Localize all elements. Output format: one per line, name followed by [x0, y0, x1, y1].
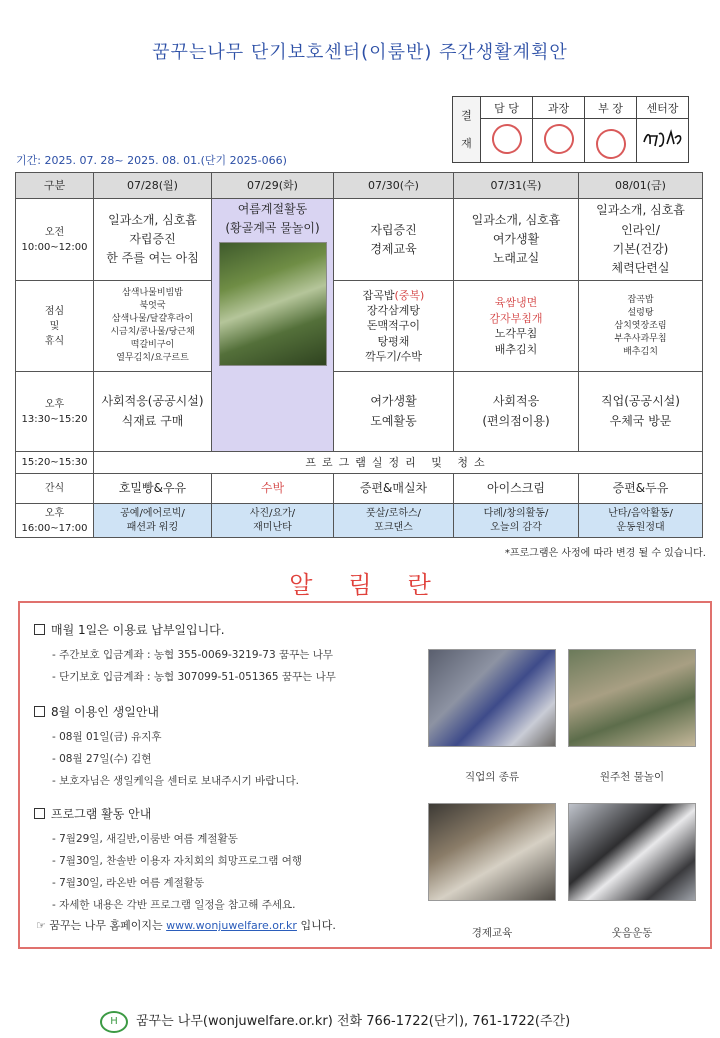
snack-item: 증편&매실차	[334, 474, 454, 504]
approval-header: 부 장	[585, 97, 637, 119]
header-day: 07/28(월)	[94, 173, 212, 199]
photo-laughter-exercise	[568, 803, 696, 901]
checkbox-icon	[34, 706, 45, 717]
header-day: 07/29(화)	[212, 173, 334, 199]
snack-item: 아이스크림	[454, 474, 579, 504]
evening-item: 공예/에어로빅/ 패션과 워킹	[94, 504, 212, 538]
photo-water-play	[568, 649, 696, 747]
lunch-thu: 육쌈냉면 감자부침개 노각무침 배추김치	[454, 281, 579, 371]
footer	[100, 1010, 570, 1033]
seal-icon	[541, 121, 577, 157]
signature-icon	[641, 126, 685, 152]
row-label-lunch: 점심 및 휴식	[16, 281, 94, 371]
afternoon-thu: 사회적응 (편의점이용)	[454, 371, 579, 451]
page-title: 꿈꾸는나무 단기보호센터(이룸반) 주간생활계획안	[152, 42, 568, 63]
snack-item: 증편&두유	[579, 474, 703, 504]
afternoon-mon: 사회적응(공공시설) 식재료 구매	[94, 371, 212, 451]
seal-icon	[593, 126, 629, 162]
approval-table	[452, 96, 689, 163]
lunch-wed: 잡곡밥(중복) 장각삼계탕 돈맥적구이 탕평채 깍두기/수박	[334, 281, 454, 371]
row-label-evening: 오후 16:00~17:00	[16, 504, 94, 538]
notice-section-fee: 매월 1일은 이용료 납부일입니다. - 주간보호 입금계좌 : 농협 355-0069-3219-73 꿈꾸는 나무 - 단기보호 입금계좌 : 농협 307099-51-051365 꿈꾸는 나무	[34, 621, 336, 688]
checkbox-icon	[34, 808, 45, 819]
cleanup-text: 프로그램실정리 및 청소	[94, 452, 703, 474]
notice-section-birthday: 8월 이용인 생일안내 - 08월 01일(금) 유지후 - 08월 27일(수) 김현 - 보호자님은 생일케익을 센터로 보내주시기 바랍니다.	[34, 703, 299, 792]
tue-seasonal-activity: 여름계절활동 (황골계곡 물놀이)	[212, 199, 334, 452]
row-label-morning: 오전 10:00~12:00	[16, 199, 94, 281]
morning-wed: 자립증진 경제교육	[334, 199, 454, 281]
header-category: 구분	[16, 173, 94, 199]
photo-caption: 경제교육	[471, 927, 513, 939]
notice-section-program: 프로그램 활동 안내 - 7월29일, 새길반,이룸반 여름 계절활동 - 7월30일, 찬솔반 이용자 자치회의 희망프로그램 여행 - 7월30일, 라온반 여름 계절활동 - 자세한 내용은 각반 프로그램 일정을 참고해 주세요.	[34, 805, 302, 916]
evening-item: 난타/음악활동/ 운동원정대	[579, 504, 703, 538]
photo-caption: 직업의 종류	[464, 771, 520, 783]
snack-item: 호밀빵&우유	[94, 474, 212, 504]
morning-thu: 일과소개, 심호흡 여가생활 노래교실	[454, 199, 579, 281]
approval-side-label: 결 재	[453, 97, 481, 163]
checkbox-icon	[34, 624, 45, 635]
evening-item: 풋살/로하스/ 포크댄스	[334, 504, 454, 538]
approval-header: 센터장	[637, 97, 689, 119]
afternoon-fri: 직업(공공시설) 우체국 방문	[579, 371, 703, 451]
row-label-snack: 간식	[16, 474, 94, 504]
header-day: 07/31(목)	[454, 173, 579, 199]
approval-stamp	[585, 119, 637, 163]
approval-header: 담 당	[481, 97, 533, 119]
snack-item: 수박	[212, 474, 334, 504]
notice-box	[18, 601, 712, 949]
afternoon-wed: 여가생활 도예활동	[334, 371, 454, 451]
evening-item: 다례/창의활동/ 오늘의 감각	[454, 504, 579, 538]
morning-mon: 일과소개, 심호흡 자립증진 한 주를 여는 아침	[94, 199, 212, 281]
evening-item: 사진/요가/ 재미난타	[212, 504, 334, 538]
valley-photo	[219, 242, 327, 366]
center-logo-icon: H	[100, 1011, 128, 1033]
header-day: 08/01(금)	[579, 173, 703, 199]
schedule-note: *프로그램은 사정에 따라 변경 될 수 있습니다.	[504, 548, 706, 559]
row-label-afternoon: 오후 13:30~15:20	[16, 371, 94, 451]
homepage-link[interactable]: www.wonjuwelfare.or.kr	[166, 919, 297, 932]
photo-job-types	[428, 649, 556, 747]
approval-header: 과장	[533, 97, 585, 119]
photo-caption: 원주천 물놀이	[599, 771, 665, 783]
footer-text: 꿈꾸는 나무(wonjuwelfare.or.kr) 전화 766-1722(단기), 761-1722(주간)	[136, 1014, 571, 1029]
approval-stamp	[533, 119, 585, 163]
header-day: 07/30(수)	[334, 173, 454, 199]
row-label-cleanup: 15:20~15:30	[16, 452, 94, 474]
approval-signature	[637, 119, 689, 163]
weekly-schedule-table	[15, 172, 703, 538]
approval-stamp	[481, 119, 533, 163]
photo-caption: 웃음운동	[611, 927, 653, 939]
lunch-mon: 삼색나물비빔밥 북엇국 삼색나물/달걀후라이 시금치/콩나물/당근채 떡갈비구이 열무김치/요구르트	[94, 281, 212, 371]
schedule-period: 기간: 2025. 07. 28~ 2025. 08. 01.(단기 2025-066)	[16, 154, 287, 167]
photo-economics	[428, 803, 556, 901]
lunch-fri: 잡곡밥 설렁탕 삼치엿장조림 부추사과무침 배추김치	[579, 281, 703, 371]
morning-fri: 일과소개, 심호흡 인라인/ 기본(건강) 체력단련실	[579, 199, 703, 281]
homepage-line: ☞ 꿈꾸는 나무 홈페이지는 www.wonjuwelfare.or.kr 입니다.	[36, 919, 336, 932]
notice-title: 알림란	[289, 571, 467, 599]
seal-icon	[489, 121, 525, 157]
